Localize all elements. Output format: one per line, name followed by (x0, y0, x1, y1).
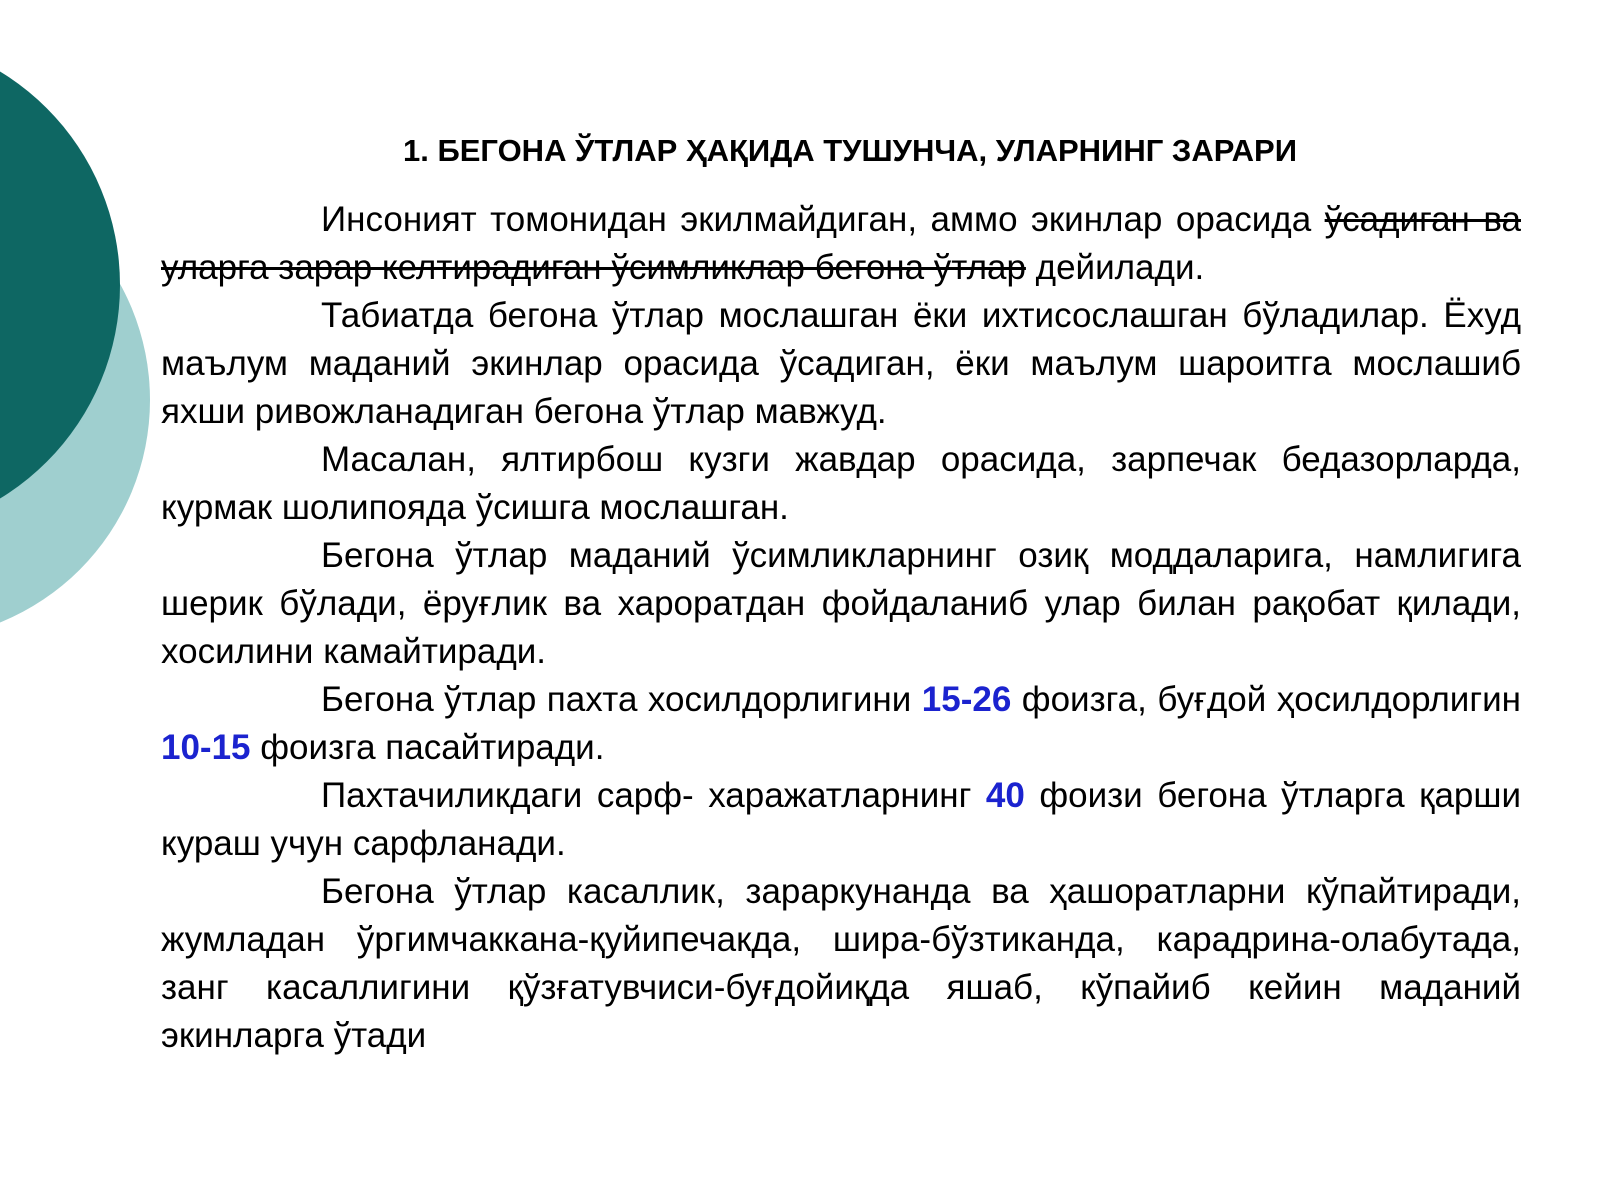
struck-text: ўсадиган ва уларга зарар келтирадиган ўсимликлар бегона ўтлар (161, 200, 1521, 287)
paragraph-definition (161, 196, 1521, 292)
highlight-value: 40 (985, 776, 1025, 815)
paragraph-adaptation: Табиатда бегона ўтлар мослашган ёки ихтисослашган бўладилар. Ёхуд маълум маданий экинлар орасида ўсадиган, ёки маълум шароитга мослашиб яхши ривожланадиган бегона ўтлар мавжуд. (161, 296, 1521, 431)
paragraph-yield-loss (161, 676, 1521, 772)
highlight-value: 10-15 (161, 728, 251, 767)
paragraph-text: фоизга пасайтиради. (250, 728, 605, 767)
highlight-value: 15-26 (921, 680, 1012, 719)
paragraph-text: дейилади. (1025, 248, 1205, 287)
paragraph-text: фоизга, буғдой ҳосилдорлигин (1011, 680, 1522, 719)
paragraph-pests: Бегона ўтлар касаллик, зараркунанда ва ҳашоратларни кўпайтиради, жумладан ўргимчаккана-қуйипечакда, шира-бўзтиканда, карадрина-олабутада, занг касаллигини қўзғатувчиси-буғдойиқда яшаб, кўпайиб кейин маданий экинларга ўтади (161, 872, 1521, 1055)
paragraph-text: фоизи бегона ўтларга қарши кураш учун сарфланади. (161, 776, 1522, 863)
paragraph-text: Бегона ўтлар пахта хосилдорлигини (321, 680, 922, 719)
paragraph-text: Инсоният томонидан экилмайдиган, аммо экинлар орасида (321, 200, 1325, 239)
slide-body (161, 196, 1521, 1060)
paragraph-text: Пахтачиликдаги сарф- харажатларнинг (321, 776, 986, 815)
paragraph-expenses (161, 772, 1521, 868)
slide-title: 1. БЕГОНА ЎТЛАР ҲАҚИДА ТУШУНЧА, УЛАРНИНГ ЗАРАРИ (402, 133, 1298, 168)
paragraph-competition: Бегона ўтлар маданий ўсимликларнинг озиқ моддаларига, намлигига шерик бўлади, ёруғлик ва хароратдан фойдаланиб улар билан рақобат қилади, хосилини камайтиради. (161, 536, 1521, 671)
paragraph-example: Масалан, ялтирбош кузги жавдар орасида, зарпечак бедазорларда, курмак шолипояда ўсишга мослашган. (161, 440, 1521, 527)
